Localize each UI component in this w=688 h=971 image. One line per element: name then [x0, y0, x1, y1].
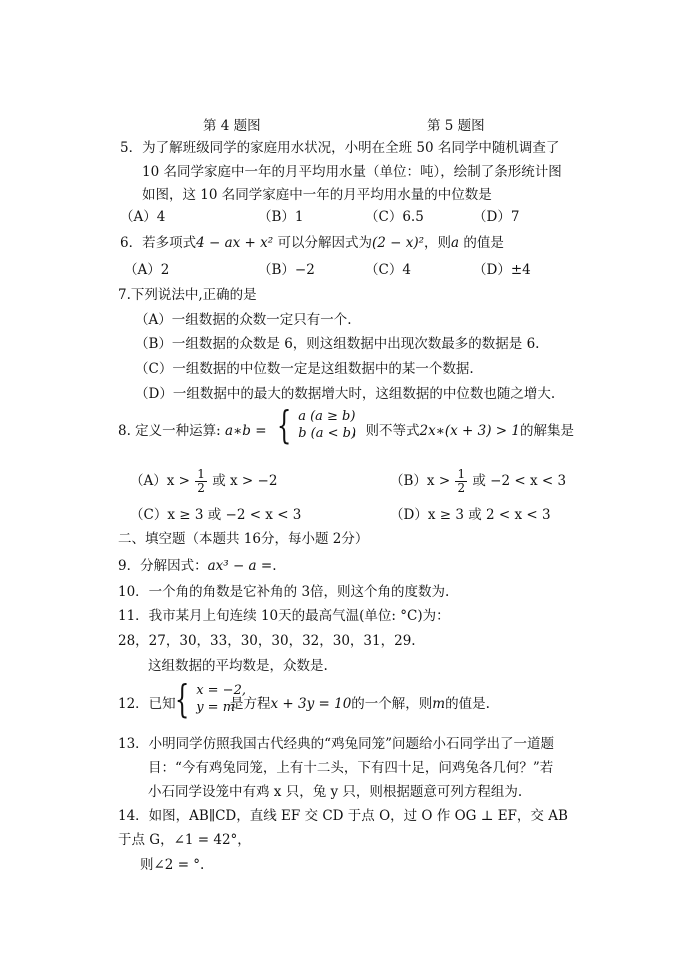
q8-prefix-text: 8. 定义一种运算:	[118, 423, 221, 439]
q10: 10．一个角的角数是它补角的 3倍，则这个角的度数为.	[118, 584, 450, 600]
q6-prefix: 6．若多项式	[120, 235, 197, 251]
q5-option-a: （A）4	[120, 209, 166, 225]
q5-line1: 5．为了解班级同学的家庭用水状况，小明在全班 50 名同学中随机调查了	[120, 140, 560, 156]
q11-line2: 28，27，30，33，30，30，32，30，31，29.	[118, 633, 416, 649]
q6-mid: 可以分解因式为	[273, 235, 372, 251]
q8-brace: {	[276, 403, 292, 447]
q8-piecewise	[272, 403, 357, 447]
q6-factor: (2 − x)²	[371, 235, 425, 251]
q9-prefix: 9．分解因式：	[118, 558, 208, 574]
fraction-denominator: 2	[197, 481, 205, 495]
q8-ineq: 2x∗(x + 3) > 1	[419, 423, 520, 439]
q6-var: a	[451, 235, 460, 251]
q13-line2: 目：“今有鸡兔同笼，上有十二头，下有四十足，问鸡兔各几何？”若	[148, 760, 554, 776]
q5-option-d: （D）7	[473, 209, 520, 225]
q8-prefix	[118, 422, 267, 440]
q6-stem	[120, 234, 504, 252]
q12-eq: x + 3y = 10	[270, 696, 352, 712]
q14-line2: 于点 G，∠1 = 42°，	[118, 832, 251, 848]
q14-line3: 则∠2 = °.	[140, 857, 205, 873]
q6-option-a: （A）2	[124, 262, 170, 278]
q12-suffix: 的一个解，则	[351, 696, 433, 712]
q12-row2: y = m	[196, 700, 236, 715]
q8-option-b	[390, 468, 566, 495]
q8-suffix: 的解集是	[520, 423, 574, 439]
q12-var: m	[432, 696, 446, 712]
q9-end: .	[272, 558, 277, 574]
figure-5-caption: 第 5 题图	[427, 118, 485, 134]
q12-prefix: 12．已知	[118, 696, 176, 712]
q8-option-b-pre: （B）x >	[390, 473, 451, 489]
q12-row1: x = −2,	[196, 683, 246, 698]
q9-expr: ax³ − a =	[207, 558, 273, 574]
q11-line3: 这组数据的平均数是，众数是.	[148, 658, 328, 674]
q7-stem: 7.下列说法中,正确的是	[118, 287, 257, 303]
q14-line1: 14．如图，AB∥CD，直线 EF 交 CD 于点 O，过 O 作 OG ⊥ EF，交 AB	[118, 808, 568, 824]
q7-option-d: （D）一组数据中的最大的数据增大时，这组数据的中位数也随之增大.	[135, 386, 556, 402]
q6-option-b: （B）−2	[258, 262, 315, 278]
q8-case1: a (a ≥ b)	[298, 409, 356, 424]
q6-suffix: ，则	[424, 235, 452, 251]
q5-line3: 如图，这 10 名同学家庭中一年的月平均用水量的中位数是	[142, 187, 492, 203]
fraction-denominator: 2	[457, 481, 466, 495]
q5-line2: 10 名同学家庭中一年的月平均用水量（单位：吨），绘制了条形统计图	[142, 164, 562, 180]
q11-line1: 11．我市某月上旬连续 10天的最高气温(单位: °C)为：	[118, 608, 450, 624]
q13-line1: 13．小明同学仿照我国古代经典的“鸡兔同笼”问题给小石同学出了一道题	[118, 736, 554, 752]
q8-case2: b (a < b)	[298, 426, 357, 441]
q8-option-b-post: 或 −2 < x < 3	[472, 473, 567, 489]
q12-rest	[230, 695, 490, 713]
fraction-numerator: 1	[457, 467, 466, 481]
q7-option-c: （C）一组数据的中位数一定是这组数据中的某一个数据.	[135, 361, 474, 377]
q6-end: 的值是	[459, 235, 504, 251]
q8-option-b-fraction	[455, 468, 467, 495]
q7-option-a: （A）一组数据的众数一定只有一个.	[135, 312, 352, 328]
figure-4-caption: 第 4 题图	[203, 118, 261, 134]
q8-option-a-fraction	[195, 468, 207, 495]
fraction-numerator: 1	[197, 467, 205, 481]
q8-mid: ，则不等式	[352, 423, 420, 439]
q5-option-b: （B）1	[258, 209, 304, 225]
q6-option-d: （D）±4	[473, 262, 531, 278]
q13-line3: 小石同学设笼中有鸡 x 只，兔 y 只，则根据题意可列方程组为.	[148, 784, 523, 800]
q12-brace: {	[174, 677, 190, 721]
q8-option-a	[130, 468, 277, 495]
q7-option-b: （B）一组数据的众数是 6，则这组数据中出现次数最多的数据是 6.	[135, 336, 540, 352]
q8-option-a-post: 或 x > −2	[212, 473, 278, 489]
q9	[118, 557, 277, 575]
q8-option-c: （C）x ≥ 3 或 −2 < x < 3	[130, 507, 302, 523]
q8-lhs: a∗b =	[225, 423, 267, 439]
q8-option-a-pre: （A）x >	[130, 473, 190, 489]
q6-option-c: （C）4	[365, 262, 411, 278]
q12-mid: 是方程	[230, 696, 271, 712]
q6-polynomial: 4 − ax + x²	[196, 235, 274, 251]
q8-option-d: （D）x ≥ 3 或 2 < x < 3	[390, 507, 551, 523]
q8-inequality	[352, 422, 574, 440]
q5-option-c: （C）6.5	[365, 209, 424, 225]
q12-end: 的值是.	[445, 696, 490, 712]
section-2-heading: 二、填空题（本题共 16分，每小题 2分）	[118, 531, 369, 547]
